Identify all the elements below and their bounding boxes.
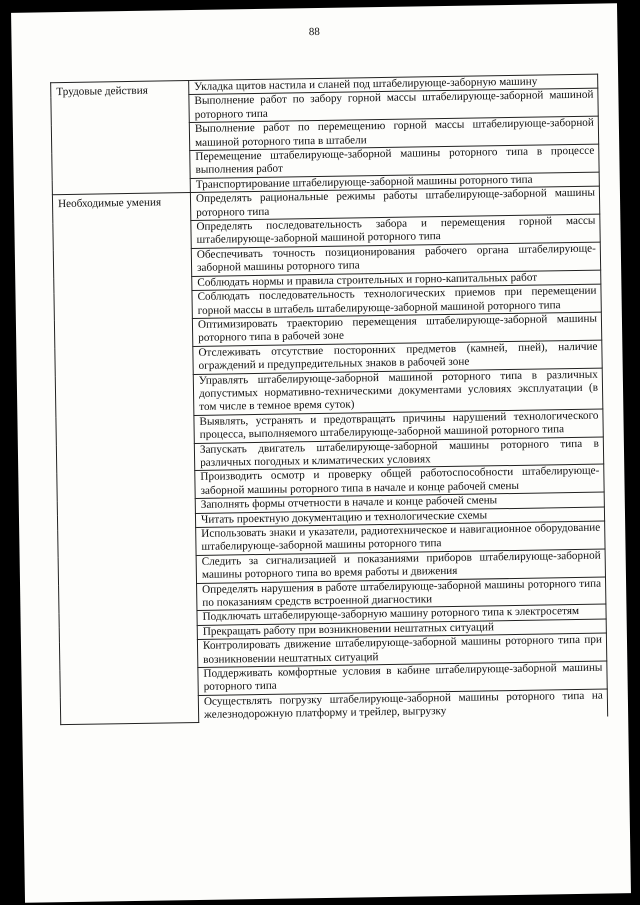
table-cell-item: Отслеживать отсутствие посторонних предметов (камней, пней), наличие ограждений и предупредительных знаков в рабочей зоне: [193, 340, 602, 374]
table-cell-item: Определять нарушения в работе штабелирующе-заборной машины роторного типа по показаниям средств встроенной диагностики: [197, 577, 606, 611]
table-cell-item: Запускать двигатель штабелирующе-заборной машины роторного типа в различных погодных и климатических условиях: [194, 437, 603, 471]
table-cell-item: Контролировать движение штабелирующе-заборной машины роторного типа при возникновении нештатных ситуаций: [197, 633, 606, 667]
table-cell-item: Осуществлять погрузку штабелирующе-заборной машины роторного типа на железнодорожную платформу и трейлер, выгрузку: [198, 689, 607, 723]
table-cell-item: Соблюдать последовательность технологических приемов при перемещении горной массы в штабель штабелирующе-заборной машиной роторного типа: [192, 284, 601, 318]
table-cell-item: Определять последовательность забора и перемещения горной массы штабелирующе-заборной машиной роторного типа: [191, 214, 600, 248]
section-label: Необходимые умения: [52, 193, 198, 725]
table-cell-item: Укладка щитов настила и сланей под штабелирующе-заборную машину: [189, 74, 598, 95]
table-cell-item: Читать проектную документацию и технологические схемы: [195, 507, 604, 528]
table-cell-item: Транспортирование штабелирующе-заборной машины роторного типа: [190, 172, 599, 193]
table-cell-item: Управлять штабелирующе-заборной машиной роторного типа в различных допустимых нормативно-техническими документами условиях эксплуатации (в том числе в темное время суток): [193, 368, 603, 416]
table-cell-item: Оптимизировать траекторию перемещения штабелирующе-заборной машины роторного типа в рабочей зоне: [192, 312, 601, 346]
table-cell-item: Обеспечивать точность позиционирования рабочего органа штабелирующе-заборной машины роторного типа: [191, 242, 600, 276]
table-cell-item: Прекращать работу при возникновении нештатных ситуаций: [197, 619, 606, 640]
table-cell-item: Перемещение штабелирующе-заборной машины роторного типа в процессе выполнения работ: [190, 144, 599, 178]
table-cell-item: Соблюдать нормы и правила строительных и горно-капитальных работ: [192, 270, 601, 291]
table-body: [51, 74, 608, 725]
table-cell-item: Определять рациональные режимы работы штабелирующе-заборной машины роторного типа: [190, 186, 599, 220]
table-cell-item: Заполнять формы отчетности в начале и конце рабочей смены: [195, 492, 604, 513]
table-cell-item: Выполнение работ по забору горной массы штабелирующе-заборной машиной роторного типа: [189, 89, 598, 123]
section-label: Трудовые действия: [51, 81, 191, 195]
page-number: 88: [308, 25, 320, 39]
competency-table: [50, 74, 608, 726]
table-cell-item: Использовать знаки и указатели, радиотехническое и навигационное оборудование штабелирующе-заборной машины роторного типа: [196, 521, 605, 555]
table-cell-item: Поддерживать комфортные условия в кабине штабелирующе-заборной машины роторного типа: [198, 661, 607, 695]
table-cell-item: Выявлять, устранять и предотвращать причины нарушений технологического процесса, выполняемого штабелирующе-заборной машиной роторного типа: [194, 409, 603, 443]
table-cell-item: Выполнение работ по перемещению горной массы штабелирующе-заборной машиной роторного типа в штабели: [189, 116, 598, 150]
table-cell-item: Следить за сигнализацией и показаниями приборов штабелирующе-заборной машины роторного типа во время работы и движения: [196, 549, 605, 583]
document-page: [11, 3, 631, 902]
table-cell-item: Производить осмотр и проверку общей работоспособности штабелирующе-заборной машины роторного типа в начале и конце рабочей смены: [195, 464, 604, 498]
table-cell-item: Подключать штабелирующе-заборную машину роторного типа к электросетям: [197, 604, 606, 625]
